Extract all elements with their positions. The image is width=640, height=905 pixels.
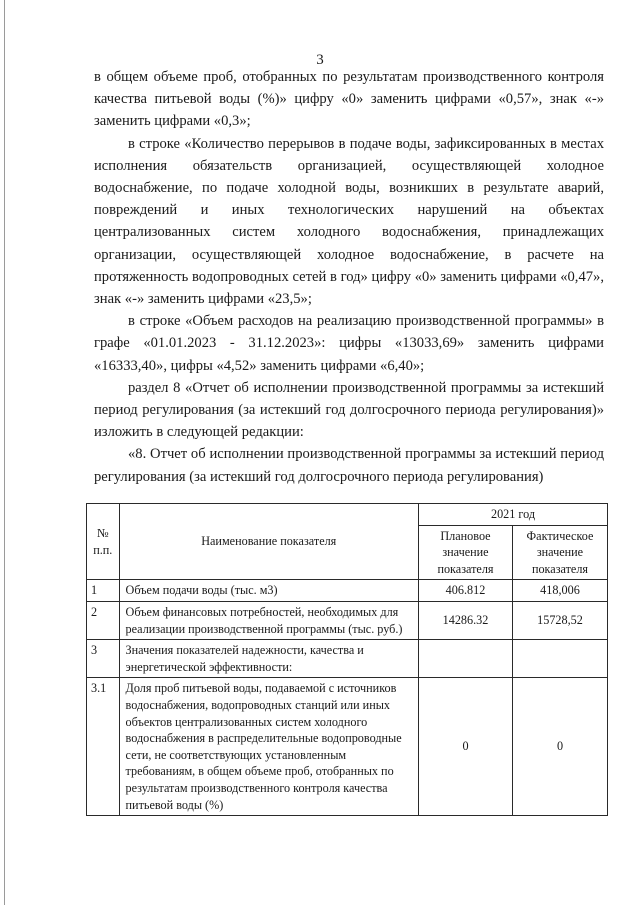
table-header-row — [87, 504, 608, 526]
paragraph-1: в общем объеме проб, отобранных по результатам производственного контроля качества питьевой воды (%)» цифру «0» заменить цифрами «0,57», знак «-» заменить цифрами «0,3»; — [94, 69, 604, 130]
header-actual: Фактическое значение показателя — [512, 525, 607, 580]
row-name: Значения показателей надежности, качества и энергетической эффективности: — [119, 640, 418, 678]
paragraph-3: в строке «Объем расходов на реализацию производственной программы» в графе «01.01.2023 - 31.12.2023»: цифры «13033,69» заменить цифрами «16333,40», цифры «4,52» заменить цифрами «6,40»; — [94, 313, 604, 374]
paragraph-4: раздел 8 «Отчет об исполнении производственной программы за истекший период регулирования (за истекший год долгосрочного периода регулирования)» изложить в следующей редакции: — [94, 379, 604, 441]
row-num: 3.1 — [87, 678, 120, 816]
row-actual: 0 — [512, 678, 607, 816]
row-planned — [419, 640, 513, 678]
header-num: № п.п. — [87, 504, 120, 580]
row-planned: 0 — [419, 678, 513, 816]
row-actual: 15728,52 — [512, 601, 607, 639]
page-number: 3 — [316, 52, 324, 68]
row-num: 3 — [87, 640, 120, 678]
paragraph-2: в строке «Количество перерывов в подаче воды, зафиксированных в местах исполнения обязательств организацией, осуществляющей холодное водоснабжение, по подаче холодной воды, возникших в результате аварий, повреждений и иных технологических нарушений на объектах централизованных систем холодного водоснабжения, принадлежащих организации, осуществляющей холодное водоснабжение, в расчете на протяженность водопроводных сетей в год» цифру «0» заменить цифрами «0,47», знак «-» заменить цифрами «23,5»; — [94, 135, 604, 308]
header-year: 2021 год — [419, 504, 608, 526]
row-name: Доля проб питьевой воды, подаваемой с источников водоснабжения, водопроводных станций или иных объектов централизованных систем холодного водоснабжения в распределительные водопроводные сети, не соответствующих установленным требованиям, в общем объеме проб, отобранных по результатам производственного контроля качества питьевой воды (%) — [119, 678, 418, 816]
row-actual: 418,006 — [512, 580, 607, 602]
table-row — [87, 640, 608, 678]
row-num: 1 — [87, 580, 120, 602]
page-edge-line — [4, 0, 5, 905]
header-name: Наименование показателя — [119, 504, 418, 580]
table-row — [87, 601, 608, 639]
table-row — [87, 580, 608, 602]
table-row — [87, 678, 608, 816]
row-actual — [512, 640, 607, 678]
report-table — [86, 503, 608, 816]
row-name: Объем подачи воды (тыс. м3) — [119, 580, 418, 602]
paragraph-5: «8. Отчет об исполнении производственной программы за истекший период регулирования (за истекший год долгосрочного периода регулирования) — [94, 446, 604, 485]
row-planned: 14286.32 — [419, 601, 513, 639]
header-planned: Плановое значение показателя — [419, 525, 513, 580]
body-text — [94, 66, 604, 488]
row-planned: 406.812 — [419, 580, 513, 602]
row-name: Объем финансовых потребностей, необходимых для реализации производственной программы (тыс. руб.) — [119, 601, 418, 639]
row-num: 2 — [87, 601, 120, 639]
